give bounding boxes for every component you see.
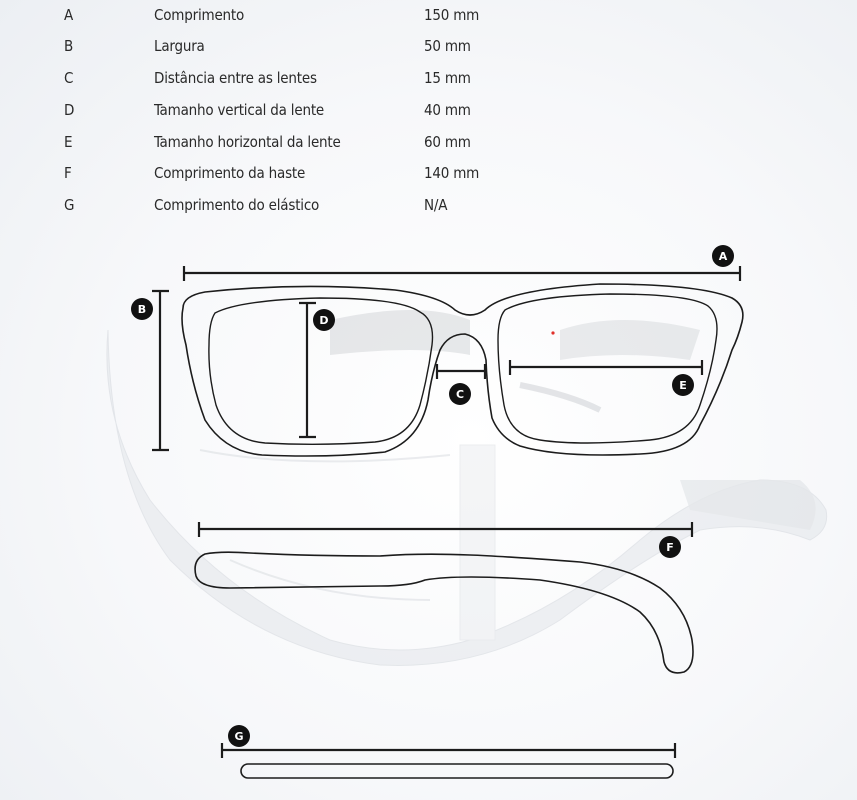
elastic-band-outline xyxy=(241,764,673,778)
spec-letter: C xyxy=(64,69,74,87)
badge-c-label: C xyxy=(455,388,465,401)
badge-c xyxy=(449,383,471,405)
spec-value: 40 mm xyxy=(424,101,471,119)
badge-g xyxy=(228,725,250,747)
spec-label: Comprimento do elástico xyxy=(154,196,320,214)
badge-f-label: F xyxy=(666,541,674,554)
spec-letter: B xyxy=(64,37,74,55)
spec-value: 60 mm xyxy=(424,133,471,151)
spec-label: Largura xyxy=(154,37,205,55)
badge-a-label: A xyxy=(718,250,728,263)
spec-label: Comprimento xyxy=(154,6,245,24)
spec-value: 50 mm xyxy=(424,37,471,55)
badge-d-label: D xyxy=(319,314,329,327)
background-product-photo xyxy=(107,310,827,665)
badge-b xyxy=(131,298,153,320)
dimension-g xyxy=(222,743,675,758)
badge-f xyxy=(659,536,681,558)
badge-a xyxy=(712,245,734,267)
right-lens-outline xyxy=(498,294,717,443)
spec-label: Comprimento da haste xyxy=(154,164,306,182)
badge-e-label: E xyxy=(679,379,687,392)
dimension-e xyxy=(510,360,702,375)
spec-value: 140 mm xyxy=(424,164,480,182)
spec-label: Distância entre as lentes xyxy=(154,69,317,87)
dimension-b xyxy=(152,291,169,450)
spec-letter: F xyxy=(64,164,72,182)
spec-letter: D xyxy=(64,101,75,119)
dimension-c xyxy=(437,364,485,379)
dimension-f xyxy=(199,522,692,537)
spec-letter: G xyxy=(64,196,75,214)
spec-letter: E xyxy=(64,133,73,151)
spec-value: 15 mm xyxy=(424,69,471,87)
dimension-a xyxy=(184,266,740,281)
badge-e xyxy=(672,374,694,396)
spec-label: Tamanho horizontal da lente xyxy=(154,133,341,151)
badge-g-label: G xyxy=(234,730,244,743)
badge-d xyxy=(313,309,335,331)
spec-label: Tamanho vertical da lente xyxy=(154,101,325,119)
badge-b-label: B xyxy=(137,303,147,316)
spec-letter: A xyxy=(64,6,74,24)
spec-value: N/A xyxy=(424,196,448,214)
lens-marker-dot xyxy=(551,331,554,334)
spec-value: 150 mm xyxy=(424,6,480,24)
